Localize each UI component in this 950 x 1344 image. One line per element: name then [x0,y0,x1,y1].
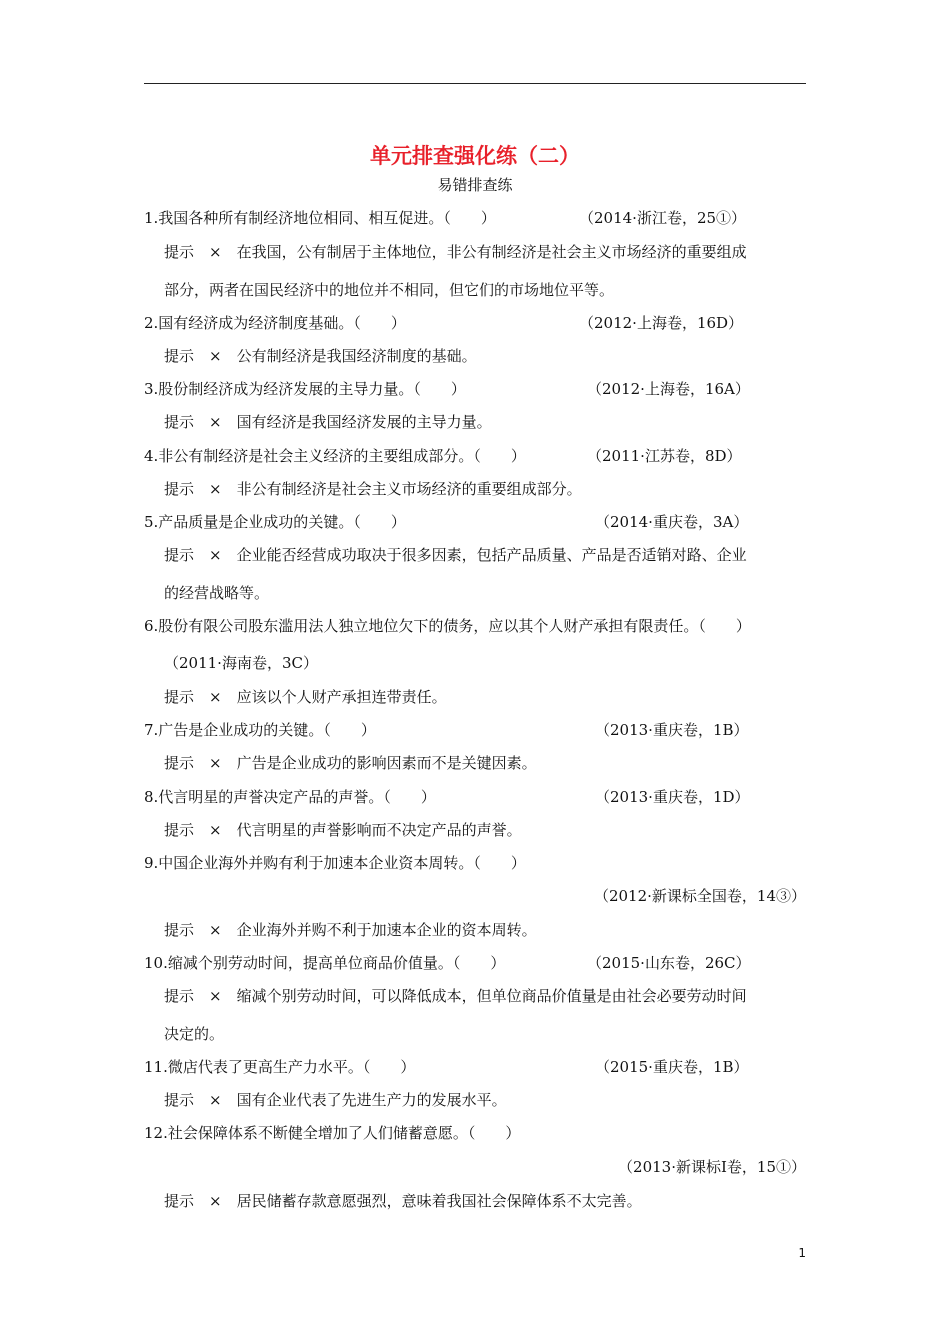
hint-10: 提示 × 缩减个别劳动时间，可以降低成本，但单位商品价值量是由社会必要劳动时间 [164,987,747,1005]
hint-1-continued: 部分，两者在国民经济中的地位并不相同，但它们的市场地位平等。 [164,281,615,299]
hint-4: 提示 × 非公有制经济是社会主义市场经济的重要组成部分。 [164,480,582,498]
question-12: 12.社会保障体系不断健全增加了人们储蓄意愿。（ ） [144,1124,521,1142]
hint-3: 提示 × 国有经济是我国经济发展的主导力量。 [164,413,492,431]
header-rule [144,83,806,84]
hint-1: 提示 × 在我国，公有制居于主体地位，非公有制经济是社会主义市场经济的重要组成 [164,243,747,261]
page-title: 单元排查强化练（二） [370,144,580,168]
source-1: （2014·浙江卷，25①） [579,209,747,227]
source-11: （2015·重庆卷，1B） [595,1058,749,1076]
question-9: 9.中国企业海外并购有利于加速本企业资本周转。（ ） [144,854,526,872]
page-subtitle: 易错排查练 [437,176,513,194]
hint-12: 提示 × 居民储蓄存款意愿强烈，意味着我国社会保障体系不太完善。 [164,1192,642,1210]
question-6: 6.股份有限公司股东滥用法人独立地位欠下的债务，应以其个人财产承担有限责任。（ ） [144,617,751,635]
hint-9: 提示 × 企业海外并购不利于加速本企业的资本周转。 [164,921,537,939]
hint-10-continued: 决定的。 [164,1025,225,1043]
hint-5-continued: 的经营战略等。 [164,584,270,602]
question-11: 11.微店代表了更高生产力水平。（ ） [144,1058,416,1076]
hint-5: 提示 × 企业能否经营成功取决于很多因素，包括产品质量、产品是否适销对路、企业 [164,546,747,564]
hint-7: 提示 × 广告是企业成功的影响因素而不是关键因素。 [164,754,537,772]
question-1: 1.我国各种所有制经济地位相同、相互促进。（ ） [144,209,496,227]
source-6: （2011·海南卷，3C） [164,654,318,672]
source-7: （2013·重庆卷，1B） [595,721,749,739]
hint-8: 提示 × 代言明星的声誉影响而不决定产品的声誉。 [164,821,522,839]
page-number: 1 [798,1246,806,1260]
hint-2: 提示 × 公有制经济是我国经济制度的基础。 [164,347,477,365]
source-3: （2012·上海卷，16A） [587,380,750,398]
source-9: （2012·新课标全国卷，14③） [593,887,806,905]
source-2: （2012·上海卷，16D） [579,314,744,332]
source-10: （2015·山东卷，26C） [587,954,751,972]
hint-11: 提示 × 国有企业代表了先进生产力的发展水平。 [164,1091,507,1109]
question-4: 4.非公有制经济是社会主义经济的主要组成部分。（ ） [144,447,526,465]
hint-6: 提示 × 应该以个人财产承担连带责任。 [164,688,447,706]
source-12: （2013·新课标Ⅰ卷，15①） [618,1158,806,1176]
question-3: 3.股份制经济成为经济发展的主导力量。（ ） [144,380,466,398]
question-2: 2.国有经济成为经济制度基础。（ ） [144,314,406,332]
source-4: （2011·江苏卷，8D） [587,447,742,465]
source-8: （2013·重庆卷，1D） [595,788,750,806]
question-8: 8.代言明星的声誉决定产品的声誉。（ ） [144,788,436,806]
question-5: 5.产品质量是企业成功的关键。（ ） [144,513,406,531]
question-10: 10.缩减个别劳动时间，提高单位商品价值量。（ ） [144,954,506,972]
source-5: （2014·重庆卷，3A） [595,513,749,531]
question-7: 7.广告是企业成功的关键。（ ） [144,721,376,739]
